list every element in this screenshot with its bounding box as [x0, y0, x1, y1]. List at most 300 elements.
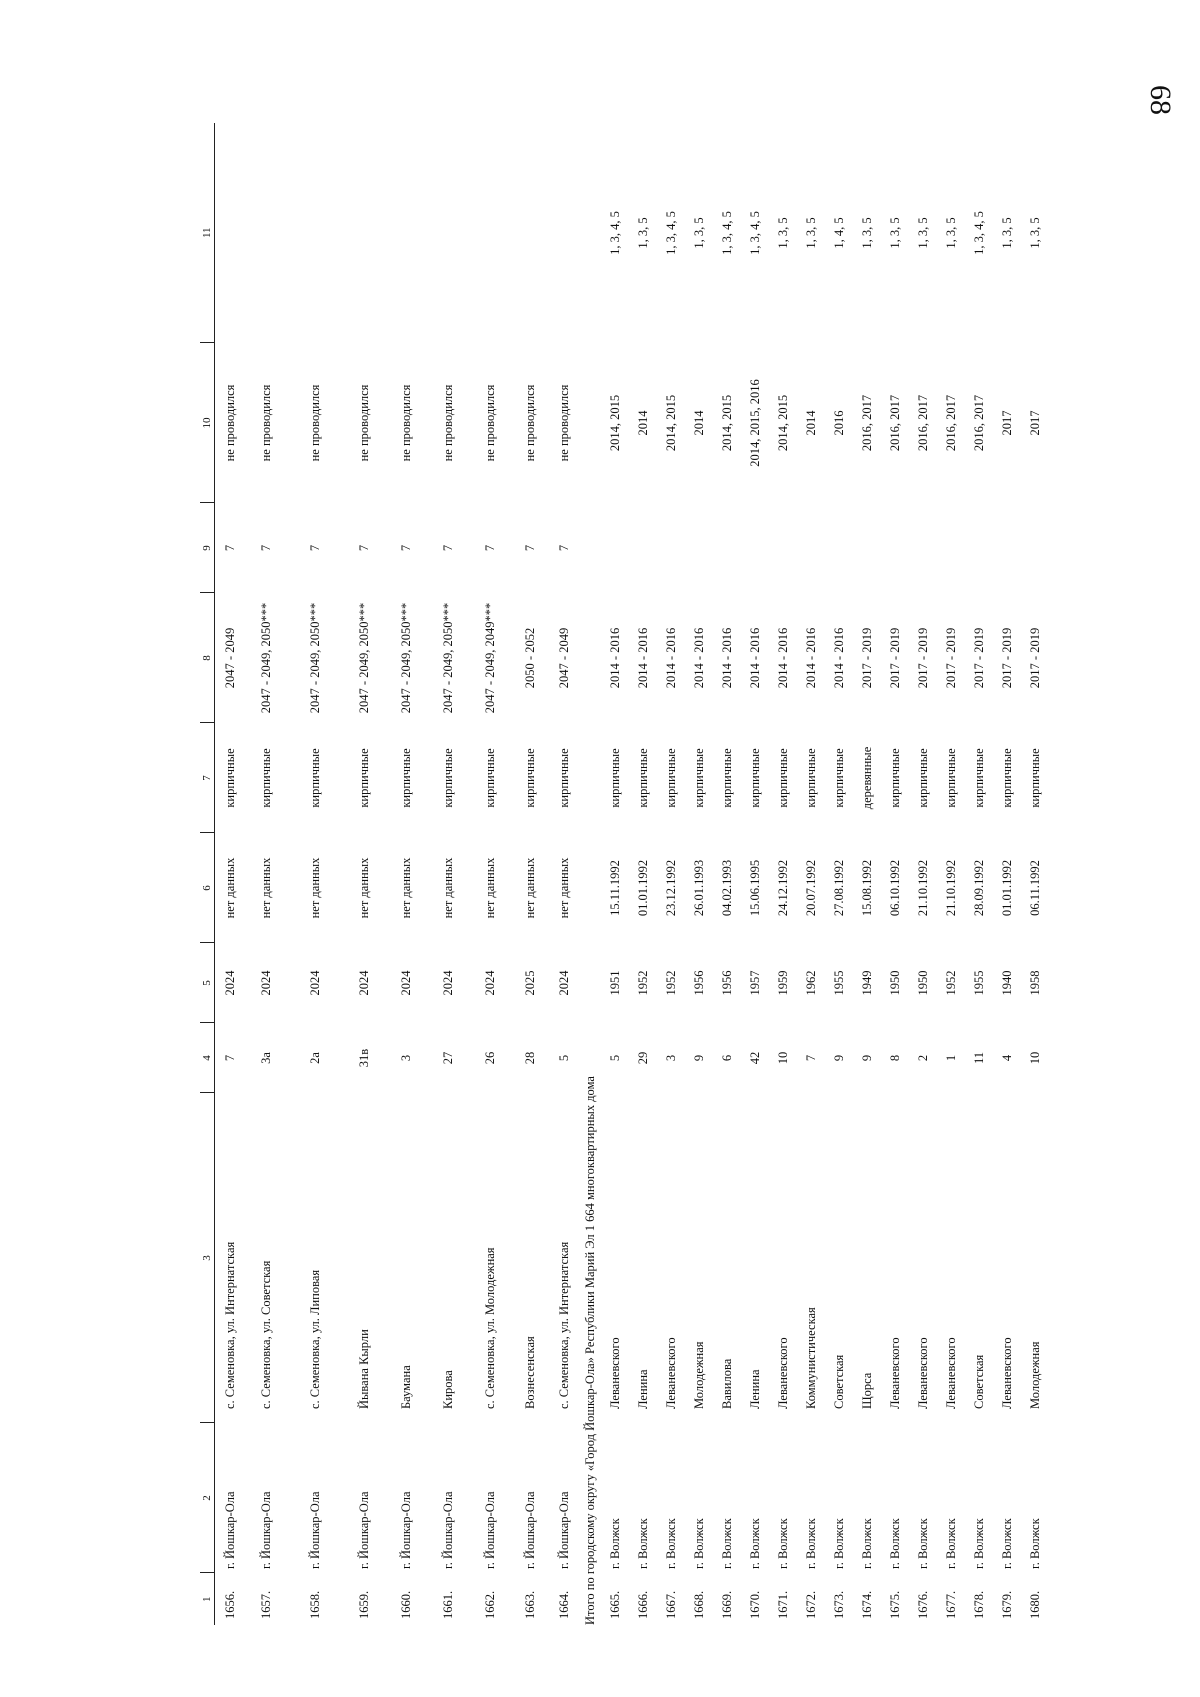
row-year: 1956	[719, 970, 734, 996]
row-done: 2014, 2015, 2016	[747, 379, 762, 467]
row-number: 1667.	[663, 1590, 678, 1619]
row-street: Щорса	[859, 1372, 874, 1409]
row-material: кирпичные	[691, 748, 706, 808]
row-city: г. Волжск	[775, 1518, 790, 1569]
row-house: 10	[775, 1051, 790, 1065]
row-street: Леваневского	[887, 1337, 902, 1409]
row-city: г. Волжск	[607, 1518, 622, 1569]
row-year: 1955	[971, 970, 986, 996]
table-row	[797, 123, 825, 1625]
row-street: Йывана Кырли	[356, 1329, 371, 1409]
row-year: 2024	[222, 970, 237, 996]
row-date: нет данных	[356, 857, 371, 919]
row-number: 1662.	[482, 1590, 497, 1619]
table-row	[825, 123, 853, 1625]
col-header-9: 9	[200, 503, 215, 593]
row-material: кирпичные	[663, 748, 678, 808]
row-city: г. Волжск	[691, 1518, 706, 1569]
row-date: нет данных	[222, 857, 237, 919]
row-period: 2017 - 2019	[971, 627, 986, 689]
row-period: 2014 - 2016	[691, 627, 706, 689]
row-material: кирпичные	[971, 748, 986, 808]
col-header-1: 1	[200, 1573, 215, 1625]
row-house: 29	[635, 1051, 650, 1065]
row-house: 27	[440, 1051, 455, 1065]
row-date: 28.09.1992	[971, 859, 986, 917]
table-row	[881, 123, 909, 1625]
row-number: 1665.	[607, 1590, 622, 1619]
table-body	[215, 123, 1050, 1625]
row-house: 3	[663, 1054, 678, 1062]
row-period: 2047 - 2049	[222, 627, 237, 689]
row-term	[769, 503, 797, 593]
column-number-row	[200, 123, 215, 1625]
row-done: не проводился	[356, 384, 371, 462]
row-material: кирпичные	[398, 748, 413, 808]
row-done: 2016, 2017	[859, 394, 874, 452]
row-done: 2016, 2017	[887, 394, 902, 452]
table-row	[993, 123, 1021, 1625]
row-done: 2014, 2015	[663, 394, 678, 452]
table-row	[287, 123, 343, 1625]
table-row	[965, 123, 993, 1625]
row-material: кирпичные	[356, 748, 371, 808]
row-year: 2024	[556, 970, 571, 996]
row-house: 31в	[356, 1048, 371, 1068]
row-material: кирпичные	[482, 748, 497, 808]
row-kinds: 1, 3, 5	[943, 217, 958, 249]
row-city: г. Йошкар-Ола	[398, 1491, 413, 1569]
row-done: не проводился	[556, 384, 571, 462]
row-street: Леваневского	[915, 1337, 930, 1409]
row-term	[1021, 503, 1049, 593]
row-date: 01.01.1992	[999, 859, 1014, 917]
row-street: Советская	[831, 1354, 846, 1409]
row-period: 2047 - 2049, 2050***	[258, 602, 273, 714]
row-city: г. Волжск	[943, 1518, 958, 1569]
row-date: 27.08.1992	[831, 859, 846, 917]
row-number: 1671.	[775, 1590, 790, 1619]
row-year: 2024	[482, 970, 497, 996]
row-year: 1956	[691, 970, 706, 996]
row-period: 2017 - 2019	[999, 627, 1014, 689]
row-year: 1950	[887, 970, 902, 996]
row-period: 2047 - 2049, 2050***	[440, 602, 455, 714]
row-city: г. Волжск	[859, 1518, 874, 1569]
row-number: 1679.	[999, 1590, 1014, 1619]
table-row	[385, 123, 427, 1625]
table-row	[685, 123, 713, 1625]
row-number: 1678.	[971, 1590, 986, 1619]
row-material: кирпичные	[222, 748, 237, 808]
table-row	[1021, 123, 1049, 1625]
row-house: 7	[222, 1054, 237, 1062]
row-kinds: 1, 3, 5	[635, 217, 650, 249]
row-city: г. Йошкар-Ола	[482, 1491, 497, 1569]
row-date: нет данных	[258, 857, 273, 919]
row-done: 2017	[1027, 410, 1042, 436]
row-street: Леваневского	[607, 1337, 622, 1409]
row-number: 1664.	[556, 1590, 571, 1619]
row-number: 1666.	[635, 1590, 650, 1619]
row-kinds	[549, 123, 579, 343]
row-year: 1952	[635, 970, 650, 996]
row-material: кирпичные	[522, 748, 537, 808]
row-street: Ленина	[747, 1369, 762, 1409]
row-date: нет данных	[482, 857, 497, 919]
row-material: кирпичные	[258, 748, 273, 808]
row-number: 1657.	[258, 1590, 273, 1619]
table-row	[511, 123, 549, 1625]
row-street: Баумана	[398, 1365, 413, 1409]
row-year: 2024	[258, 970, 273, 996]
row-date: 26.01.1993	[691, 859, 706, 917]
row-city: г. Волжск	[803, 1518, 818, 1569]
row-city: г. Волжск	[635, 1518, 650, 1569]
row-period: 2017 - 2019	[887, 627, 902, 689]
row-term	[853, 503, 881, 593]
row-kinds: 1, 3, 5	[803, 217, 818, 249]
row-done: 2017	[999, 410, 1014, 436]
row-kinds: 1, 3, 5	[691, 217, 706, 249]
row-street: Ленина	[635, 1369, 650, 1409]
row-term: 7	[356, 544, 371, 552]
row-date: 15.06.1995	[747, 859, 762, 917]
row-date: 23.12.1992	[663, 859, 678, 917]
row-number: 1675.	[887, 1590, 902, 1619]
row-date: нет данных	[440, 857, 455, 919]
col-header-10: 10	[200, 343, 215, 503]
row-term: 7	[440, 544, 455, 552]
row-year: 2025	[522, 970, 537, 996]
row-term	[713, 503, 741, 593]
row-street: Леваневского	[999, 1337, 1014, 1409]
row-term	[825, 503, 853, 593]
row-city: г. Волжск	[719, 1518, 734, 1569]
row-house: 2а	[307, 1052, 322, 1064]
row-material: кирпичные	[887, 748, 902, 808]
row-kinds: 1, 3, 4, 5	[663, 211, 678, 255]
row-term	[965, 503, 993, 593]
row-year: 1955	[831, 970, 846, 996]
row-city: г. Волжск	[1027, 1518, 1042, 1569]
row-year: 1950	[915, 970, 930, 996]
row-period: 2014 - 2016	[747, 627, 762, 689]
row-year: 1957	[747, 970, 762, 996]
row-done: 2014, 2015	[775, 394, 790, 452]
table-row	[741, 123, 769, 1625]
row-city: г. Волжск	[915, 1518, 930, 1569]
row-street: с. Семеновка, ул. Советская	[258, 1260, 273, 1409]
summary-row	[579, 123, 601, 1625]
row-term: 7	[398, 544, 413, 552]
table-row	[549, 123, 579, 1625]
table-row	[343, 123, 385, 1625]
row-house: 6	[719, 1054, 734, 1062]
row-number: 1672.	[803, 1590, 818, 1619]
row-year: 2024	[307, 970, 322, 996]
row-house: 11	[971, 1051, 986, 1065]
row-term	[601, 503, 629, 593]
row-city: г. Йошкар-Ола	[356, 1491, 371, 1569]
row-year: 1951	[607, 970, 622, 996]
row-period: 2047 - 2049, 2050***	[398, 602, 413, 714]
row-material: деревянные	[859, 746, 874, 810]
row-city: г. Йошкар-Ола	[522, 1491, 537, 1569]
row-date: 21.10.1992	[943, 859, 958, 917]
row-kinds: 1, 3, 5	[999, 217, 1014, 249]
row-street: с. Семеновка, ул. Интернатская	[222, 1241, 237, 1409]
row-done: 2014	[691, 410, 706, 436]
row-street: с. Семеновка, ул. Молодежная	[482, 1247, 497, 1409]
row-street: Вавилова	[719, 1358, 734, 1409]
row-material: кирпичные	[775, 748, 790, 808]
row-period: 2047 - 2049, 2050***	[307, 602, 322, 714]
row-number: 1674.	[859, 1590, 874, 1619]
row-city: г. Волжск	[999, 1518, 1014, 1569]
col-header-2: 2	[200, 1423, 215, 1573]
row-city: г. Йошкар-Ола	[307, 1491, 322, 1569]
row-number: 1673.	[831, 1590, 846, 1619]
row-date: нет данных	[398, 857, 413, 919]
row-house: 28	[522, 1051, 537, 1065]
row-number: 1661.	[440, 1590, 455, 1619]
row-house: 3	[398, 1054, 413, 1062]
row-street: Молодежная	[1027, 1341, 1042, 1409]
row-year: 1952	[943, 970, 958, 996]
row-house: 3а	[258, 1052, 273, 1064]
row-city: г. Йошкар-Ола	[222, 1491, 237, 1569]
row-house: 5	[556, 1054, 571, 1062]
row-kinds	[469, 123, 511, 343]
row-term: 7	[482, 544, 497, 552]
row-kinds: 1, 3, 5	[1027, 217, 1042, 249]
table-row	[853, 123, 881, 1625]
row-period: 2017 - 2019	[943, 627, 958, 689]
row-done: 2014, 2015	[719, 394, 734, 452]
row-house: 8	[887, 1054, 902, 1062]
row-done: не проводился	[307, 384, 322, 462]
row-done: не проводился	[482, 384, 497, 462]
row-term	[657, 503, 685, 593]
row-term	[797, 503, 825, 593]
row-city: г. Волжск	[663, 1518, 678, 1569]
row-material: кирпичные	[440, 748, 455, 808]
col-header-3: 3	[200, 1093, 215, 1423]
row-house: 1	[943, 1054, 958, 1062]
row-term: 7	[258, 544, 273, 552]
row-number: 1669.	[719, 1590, 734, 1619]
col-header-4: 4	[200, 1023, 215, 1093]
row-house: 5	[607, 1054, 622, 1062]
row-material: кирпичные	[1027, 748, 1042, 808]
table-row	[245, 123, 287, 1625]
row-number: 1660.	[398, 1590, 413, 1619]
table-row	[937, 123, 965, 1625]
row-street: Молодежная	[691, 1341, 706, 1409]
row-house: 7	[803, 1054, 818, 1062]
row-date: нет данных	[522, 857, 537, 919]
row-number: 1668.	[691, 1590, 706, 1619]
row-house: 2	[915, 1054, 930, 1062]
row-street: Леваневского	[775, 1337, 790, 1409]
rotated-table-area	[200, 8, 1200, 1625]
row-period: 2017 - 2019	[1027, 627, 1042, 689]
row-material: кирпичные	[915, 748, 930, 808]
row-kinds: 1, 3, 4, 5	[971, 211, 986, 255]
table-row	[469, 123, 511, 1625]
row-year: 1962	[803, 970, 818, 996]
row-material: кирпичные	[943, 748, 958, 808]
row-house: 9	[859, 1054, 874, 1062]
row-date: нет данных	[307, 857, 322, 919]
row-year: 1949	[859, 970, 874, 996]
row-date: нет данных	[556, 857, 571, 919]
row-year: 1940	[999, 970, 1014, 996]
row-number: 1670.	[747, 1590, 762, 1619]
row-period: 2047 - 2049, 2049***	[482, 602, 497, 714]
row-period: 2014 - 2016	[803, 627, 818, 689]
row-done: 2014	[803, 410, 818, 436]
table-row	[215, 123, 246, 1625]
row-kinds	[385, 123, 427, 343]
row-house: 42	[747, 1051, 762, 1065]
row-period: 2014 - 2016	[635, 627, 650, 689]
row-material: кирпичные	[803, 748, 818, 808]
row-kinds	[343, 123, 385, 343]
row-year: 1952	[663, 970, 678, 996]
row-date: 21.10.1992	[915, 859, 930, 917]
table-row	[713, 123, 741, 1625]
row-street: Кирова	[440, 1370, 455, 1409]
col-header-7: 7	[200, 723, 215, 833]
table-row	[769, 123, 797, 1625]
row-number: 1680.	[1027, 1590, 1042, 1619]
row-done: 2014, 2015	[607, 394, 622, 452]
row-kinds	[287, 123, 343, 343]
row-year: 1958	[1027, 970, 1042, 996]
row-term	[881, 503, 909, 593]
housing-table	[200, 123, 1049, 1625]
row-city: г. Волжск	[971, 1518, 986, 1569]
row-material: кирпичные	[719, 748, 734, 808]
row-street: с. Семеновка, ул. Липовая	[307, 1269, 322, 1409]
row-house: 9	[831, 1054, 846, 1062]
row-kinds: 1, 3, 4, 5	[719, 211, 734, 255]
row-date: 06.11.1992	[1027, 860, 1042, 916]
row-term	[909, 503, 937, 593]
row-date: 15.11.1992	[607, 860, 622, 916]
row-done: 2014	[635, 410, 650, 436]
row-city: г. Йошкар-Ола	[440, 1491, 455, 1569]
row-term: 7	[522, 544, 537, 552]
row-date: 20.07.1992	[803, 859, 818, 917]
row-number: 1659.	[356, 1590, 371, 1619]
row-kinds: 1, 3, 5	[887, 217, 902, 249]
page-number: 68	[1144, 85, 1177, 115]
row-period: 2014 - 2016	[775, 627, 790, 689]
col-header-6: 6	[200, 833, 215, 943]
row-city: г. Йошкар-Ола	[556, 1491, 571, 1569]
summary-text: Итого по городскому округу «Город Йошкар-Ола» Республики Марий Эл 1 664 многоквартирных дома	[582, 1076, 597, 1625]
row-street: Советская	[971, 1354, 986, 1409]
row-done: 2016, 2017	[943, 394, 958, 452]
row-done: не проводился	[222, 384, 237, 462]
col-header-5: 5	[200, 943, 215, 1023]
row-term	[937, 503, 965, 593]
row-material: кирпичные	[747, 748, 762, 808]
row-term	[629, 503, 657, 593]
row-kinds: 1, 3, 4, 5	[747, 211, 762, 255]
row-date: 06.10.1992	[887, 859, 902, 917]
row-kinds	[215, 123, 246, 343]
table-row	[427, 123, 469, 1625]
row-done: 2016, 2017	[915, 394, 930, 452]
row-date: 24.12.1992	[775, 859, 790, 917]
row-year: 2024	[356, 970, 371, 996]
row-material: кирпичные	[831, 748, 846, 808]
row-house: 26	[482, 1051, 497, 1065]
row-material: кирпичные	[607, 748, 622, 808]
row-house: 10	[1027, 1051, 1042, 1065]
row-city: г. Йошкар-Ола	[258, 1491, 273, 1569]
row-done: 2016, 2017	[971, 394, 986, 452]
row-term	[741, 503, 769, 593]
row-material: кирпичные	[999, 748, 1014, 808]
row-number: 1677.	[943, 1590, 958, 1619]
row-kinds	[427, 123, 469, 343]
row-year: 1959	[775, 970, 790, 996]
row-city: г. Волжск	[831, 1518, 846, 1569]
row-kinds	[245, 123, 287, 343]
row-date: 04.02.1993	[719, 859, 734, 917]
row-kinds: 1, 3, 5	[859, 217, 874, 249]
row-period: 2014 - 2016	[719, 627, 734, 689]
row-period: 2017 - 2019	[915, 627, 930, 689]
row-material: кирпичные	[635, 748, 650, 808]
row-period: 2017 - 2019	[859, 627, 874, 689]
row-city: г. Волжск	[887, 1518, 902, 1569]
row-number: 1656.	[222, 1590, 237, 1619]
row-period: 2047 - 2049	[556, 627, 571, 689]
row-period: 2014 - 2016	[607, 627, 622, 689]
row-number: 1663.	[522, 1590, 537, 1619]
row-kinds: 1, 3, 4, 5	[607, 211, 622, 255]
row-street: с. Семеновка, ул. Интернатская	[556, 1241, 571, 1409]
row-material: кирпичные	[556, 748, 571, 808]
row-done: не проводился	[398, 384, 413, 462]
row-number: 1658.	[307, 1590, 322, 1619]
row-period: 2047 - 2049, 2050***	[356, 602, 371, 714]
row-street: Леваневского	[663, 1337, 678, 1409]
row-date: 15.08.1992	[859, 859, 874, 917]
row-house: 9	[691, 1054, 706, 1062]
row-street: Коммунистическая	[803, 1307, 818, 1409]
row-term	[993, 503, 1021, 593]
col-header-8: 8	[200, 593, 215, 723]
row-street: Леваневского	[943, 1337, 958, 1409]
row-kinds: 1, 4, 5	[831, 217, 846, 249]
row-done: не проводился	[522, 384, 537, 462]
row-street: Вознесенская	[522, 1336, 537, 1409]
row-done: не проводился	[440, 384, 455, 462]
table-row	[601, 123, 629, 1625]
table-row	[909, 123, 937, 1625]
row-year: 2024	[440, 970, 455, 996]
row-term: 7	[222, 544, 237, 552]
row-date: 01.01.1992	[635, 859, 650, 917]
row-term: 7	[556, 544, 571, 552]
